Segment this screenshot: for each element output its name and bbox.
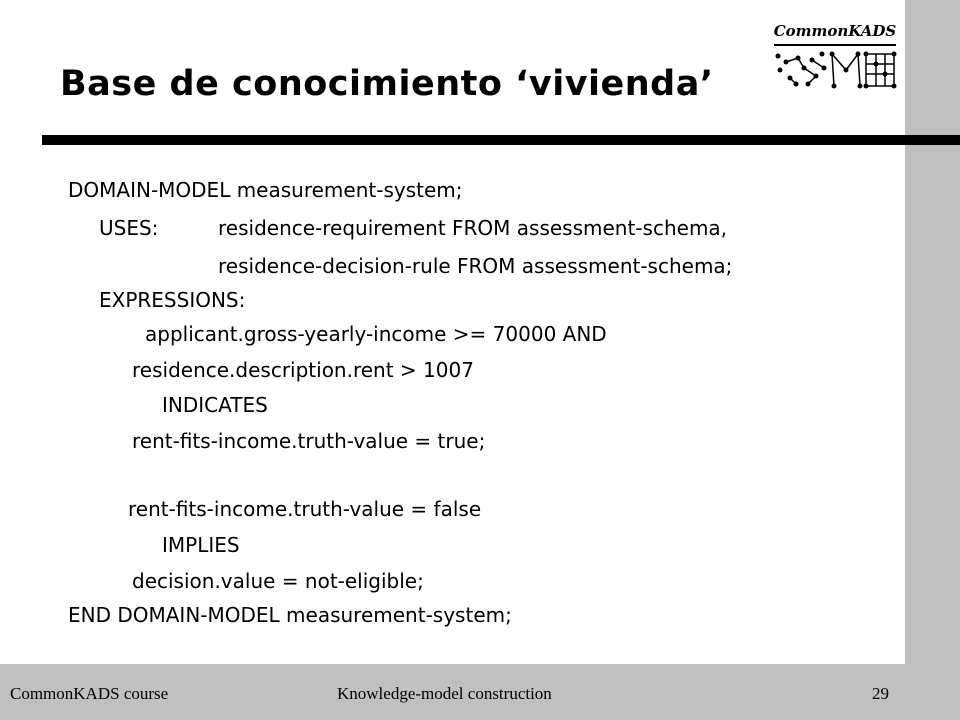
logo-network-icon	[774, 50, 898, 90]
commonkads-logo	[770, 22, 900, 92]
uses-item-decision-rule: residence-decision-rule FROM assessment-schema;	[218, 254, 733, 278]
expression-indicates: INDICATES	[162, 393, 268, 417]
side-band	[905, 0, 960, 720]
expression-decision: decision.value = not-eligible;	[132, 569, 424, 593]
code-line-end-domain-model: END DOMAIN-MODEL measurement-system;	[68, 603, 512, 627]
footer-course: CommonKADS course	[10, 684, 169, 703]
logo-text: CommonKADS	[773, 22, 897, 40]
expression-rent: residence.description.rent > 1007	[132, 358, 474, 382]
slide-title: Base de conocimiento ‘vivienda’	[60, 64, 714, 104]
expression-truth-false: rent-fits-income.truth-value = false	[128, 497, 482, 521]
title-underline	[42, 135, 960, 145]
expression-implies: IMPLIES	[162, 533, 240, 557]
code-line-domain-model: DOMAIN-MODEL measurement-system;	[68, 178, 463, 202]
expression-truth-true: rent-fits-income.truth-value = true;	[132, 429, 486, 453]
expressions-label: EXPRESSIONS:	[99, 288, 246, 312]
footer-topic: Knowledge-model construction	[337, 684, 552, 703]
uses-item-requirement: residence-requirement FROM assessment-schema,	[218, 216, 728, 240]
uses-label: USES:	[99, 216, 159, 240]
expression-income: applicant.gross-yearly-income >= 70000 AND	[145, 322, 607, 346]
logo-rule	[774, 44, 896, 46]
page-number: 29	[872, 684, 889, 703]
